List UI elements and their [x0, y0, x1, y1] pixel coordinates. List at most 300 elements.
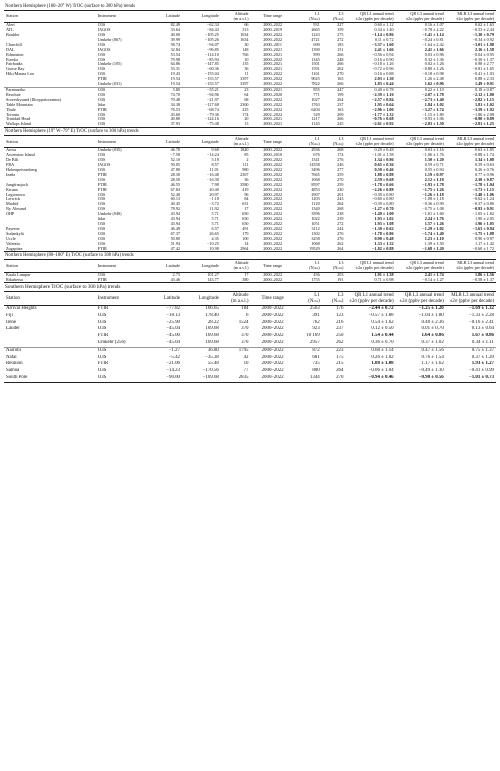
mlr-l3-trend-cell: −1.63 ± 0.94 — [472, 226, 494, 231]
l1-count-cell: 1203 — [311, 197, 320, 202]
time-range-cell: 2000–2022 — [263, 236, 283, 241]
longitude-cell: 26.65 — [209, 231, 219, 236]
l1-count-cell: 771 — [313, 92, 320, 97]
longitude-cell: 5.18 — [211, 158, 219, 163]
time-range-cell: 2000–2021 — [251, 122, 295, 127]
longitude-cell: −147.85 — [204, 62, 219, 67]
mlr-l3-trend-cell: −2.81 ± 1.25 — [446, 122, 496, 127]
l3-count-cell: 209 — [337, 112, 344, 117]
latitude-cell: 76.53 — [170, 107, 180, 112]
time-range-cell: 2000–2022 — [263, 231, 283, 236]
instrument-cell: Umkehr (040) — [97, 212, 122, 217]
mlr-l3-trend-cell: 1.81 ± 1.02 — [474, 102, 494, 107]
latitude-cell: 50.80 — [170, 236, 180, 241]
time-range-cell: 2000–2022 — [261, 361, 284, 367]
l1-count-cell: 735 — [312, 361, 320, 367]
station-cell: DAL — [6, 47, 15, 52]
l1-count-cell: 1340 — [311, 207, 320, 212]
l3-count-cell: 238 — [337, 212, 344, 217]
l1-count-cell: 1120 — [311, 202, 320, 207]
col-l3: L3 (Nobs) — [322, 136, 346, 148]
mlr-l3-trend-cell: −0.81 ± 1.65 — [472, 67, 494, 72]
time-range-cell: 2000–2020 — [263, 92, 283, 97]
longitude-cell: 8.57 — [211, 163, 219, 168]
mlr-l3-trend-cell: 1.34 ± 1.08 — [474, 158, 494, 163]
latitude-cell: −18.13 — [166, 312, 180, 318]
altitude-cell: 3397 — [240, 82, 249, 87]
longitude-cell: −114.10 — [205, 52, 219, 57]
altitude-cell: 20 — [244, 117, 249, 122]
instrument-cell: O3S — [97, 177, 106, 182]
station-cell: Fiji — [6, 312, 13, 318]
instrument-cell: Umkehr (256) — [97, 340, 126, 346]
l3-count-cell: 165 — [337, 77, 344, 82]
qr-l3-trend-cell: 2.41 ± 1.66 — [424, 47, 444, 52]
time-range-cell: 2000–2022 — [251, 247, 295, 252]
time-range-cell: 2000–2022 — [263, 168, 283, 173]
longitude-cell: 55.48 — [207, 361, 219, 367]
l1-count-cell: 690 — [313, 42, 320, 47]
l1-count-cell: 456 — [313, 272, 320, 277]
instrument-cell: IAGOS — [97, 47, 111, 52]
col-mlr-l3: MLR L3 annual trend ±2σ (ppbv per decade) — [446, 292, 496, 306]
qr-l1-trend-cell: 1.95 ± 0.64 — [374, 102, 394, 107]
qr-l1-trend-cell: −2.26 ± 0.88 — [372, 187, 394, 192]
time-range-cell: 2000–2022 — [263, 72, 283, 77]
qr-l3-trend-cell: 2.12 ± 1.18 — [424, 177, 444, 182]
latitude-cell: 64.86 — [170, 62, 180, 67]
qr-l1-trend-cell: 0.90 ± 0.48 — [374, 236, 394, 241]
latitude-cell: −77.82 — [166, 306, 180, 312]
latitude-cell: −45.04 — [166, 326, 180, 332]
time-range-cell: 2000–2022 — [261, 312, 284, 318]
mlr-l3-trend-cell: 1.93 ± 1.27 — [471, 361, 494, 367]
mlr-l3-trend-cell: 0.34 ± 1.11 — [471, 340, 494, 346]
qr-l3-trend-cell: −2.07 ± 1.78 — [422, 92, 444, 97]
l1-count-cell: 1145 — [295, 122, 322, 127]
longitude-cell: −84.43 — [207, 28, 219, 33]
l1-count-cell: 676 — [313, 153, 320, 158]
l1-count-cell: 923 — [312, 326, 320, 332]
qr-l1-trend-cell: 0.16 ± 0.88 — [374, 72, 394, 77]
station-cell: Hohenpeissenberg — [6, 168, 37, 173]
l3-count-cell: 215 — [336, 361, 344, 367]
longitude-cell: 143.77 — [182, 278, 221, 283]
l3-count-cell: 245 — [322, 122, 346, 127]
station-cell: Boulder — [6, 33, 20, 37]
altitude-cell: 370 — [241, 333, 249, 339]
col-altitude: Altitude (m a.s.l.) — [221, 292, 251, 306]
altitude-cell: 419 — [242, 187, 249, 192]
longitude-cell: 101.27 — [207, 272, 219, 277]
qr-l3-trend-cell: 0.59 ± 0.71 — [424, 163, 444, 168]
altitude-cell: 184 — [241, 306, 249, 312]
instrument-cell: O3S — [97, 236, 106, 241]
time-range-cell: 2000–2011 — [263, 42, 282, 47]
col-time-range: Time range — [251, 260, 295, 272]
qr-l1-trend-cell: −2.96 ± 1.00 — [372, 107, 394, 112]
latitude-cell: 39.99 — [170, 37, 180, 42]
qr-l3-trend-cell: −0.14 ± 1.27 — [396, 278, 446, 283]
instrument-cell: O3S — [97, 72, 106, 77]
longitude-cell: 28.22 — [207, 319, 219, 325]
mlr-l3-trend-cell: −0.04 ± 0.95 — [472, 52, 494, 57]
table-row — [4, 375, 496, 382]
l1-count-cell: 1068 — [311, 177, 320, 182]
l3-count-cell: 272 — [337, 222, 344, 226]
longitude-cell: −155.04 — [204, 72, 219, 77]
l3-count-cell: 277 — [337, 168, 344, 173]
col-l3: L3 (Nobs) — [322, 260, 346, 272]
mlr-l3-trend-cell: 0.90 ± 0.97 — [474, 236, 494, 241]
l3-count-cell: 266 — [337, 117, 344, 122]
col-l1: L1 (Nobs) — [295, 11, 322, 23]
longitude-cell: −96.85 — [207, 47, 219, 52]
l3-count-cell: 244 — [337, 226, 344, 231]
instrument-cell: O3S — [97, 222, 106, 226]
mlr-l3-trend-cell: 1.86 ± 1.56 — [474, 272, 494, 277]
l1-count-cell: 1501 — [311, 62, 320, 67]
longitude-cell: −3.72 — [209, 202, 219, 207]
trend-table — [4, 291, 496, 382]
qr-l1-trend-cell: 0.11 ± 0.72 — [374, 37, 394, 42]
time-range-cell: 2000–2022 — [263, 97, 283, 102]
qr-l3-trend-cell: 1.19 ± 0.97 — [424, 172, 444, 177]
table-row — [4, 340, 496, 347]
mlr-l3-trend-cell: −2.82 ± 1.15 — [472, 97, 494, 102]
qr-l3-trend-cell: −0.18 ± 0.98 — [422, 72, 444, 77]
qr-l3-trend-cell: 0.47 ± 1.56 — [396, 347, 446, 354]
station-cell: Nairobi — [4, 347, 96, 354]
l3-count-cell: 266 — [337, 82, 344, 87]
latitude-cell: 40.45 — [170, 202, 180, 207]
longitude-cell: −75.48 — [182, 122, 221, 127]
instrument-cell: lidar — [97, 102, 106, 107]
station-cell: Ny Ålesund — [6, 207, 27, 212]
col-qr-l3: QR L3 annual trend ±2σ (ppbv per decade) — [396, 260, 446, 272]
qr-l3-trend-cell: 0.37 ± 1.02 — [421, 340, 444, 346]
l3-count-cell: 276 — [337, 231, 344, 236]
time-range-cell: 2000–2022 — [263, 22, 283, 28]
instrument-cell: lidar — [97, 217, 106, 222]
l3-count-cell: 199 — [337, 92, 344, 97]
instrument-cell: FTIR — [97, 333, 109, 339]
instrument-cell: Umkehr (105) — [97, 62, 122, 67]
qr-l3-trend-cell: 1.17 ± 1.62 — [421, 361, 444, 367]
station-cell: Wallops Island — [4, 122, 96, 127]
station-cell: Table Mountain — [6, 102, 33, 107]
longitude-cell: −105.25 — [204, 33, 219, 37]
latitude-cell: 46.78 — [170, 147, 180, 153]
mlr-l3-trend-cell: −1.40 ± 1.06 — [472, 192, 494, 197]
time-range-cell: 2000–2021 — [263, 67, 283, 72]
time-range-cell: 2000–2021 — [263, 52, 283, 57]
latitude-cell: −1.27 — [147, 347, 182, 354]
latitude-cell: 74.70 — [170, 92, 180, 97]
qr-l3-trend-cell: −1.41 ± 1.14 — [422, 33, 444, 37]
qr-l3-trend-cell: −0.93 ± 1.06 — [422, 117, 444, 122]
qr-l1-trend-cell: 0.36 ± 0.70 — [371, 340, 394, 346]
station-cell: Legionowo — [6, 192, 26, 197]
station-cell: Goose Bay — [6, 67, 25, 72]
mlr-l3-trend-cell: −1.33 ± 2.28 — [468, 312, 494, 318]
station-cell: Thule — [6, 107, 16, 112]
time-range-cell: 2000–2022 — [263, 207, 283, 212]
longitude-cell: −14.24 — [207, 153, 219, 158]
qr-l1-trend-cell: −1.82 ± 0.88 — [345, 247, 395, 252]
col-qr-l1: QR L1 annual trend ±2σ (ppbv per decade) — [345, 11, 395, 23]
l3-count-cell: 270 — [337, 72, 344, 77]
latitude-cell: 47.80 — [170, 168, 180, 173]
l1-count-cell: 681 — [312, 354, 320, 360]
instrument-cell: FTIR — [97, 182, 107, 187]
latitude-cell: −5.42 — [168, 354, 180, 360]
section-title: Southern Hemisphere TrOC (surface to 300 hPa) trends — [5, 284, 121, 291]
altitude-cell: 100 — [242, 236, 249, 241]
l1-count-cell: 872 — [295, 347, 322, 354]
col-l3: L3 (Nobs) — [322, 292, 346, 306]
instrument-cell: O3S — [97, 326, 107, 332]
latitude-cell: 40.00 — [170, 33, 180, 37]
altitude-cell: 2835 — [221, 375, 251, 382]
time-range-cell: 2000–2022 — [263, 107, 283, 112]
l3-count-cell: 264 — [322, 247, 346, 252]
mlr-l3-trend-cell: −0.58 ± 1.37 — [446, 278, 496, 283]
latitude-cell: 5.80 — [147, 87, 182, 92]
latitude-cell: 46.49 — [170, 226, 180, 231]
station-cell: Hilo/Mauna Loa — [6, 72, 34, 77]
station-cell: Resolute — [6, 92, 21, 97]
l1-count-cell: 3596 — [311, 212, 320, 217]
instrument-cell: O3S — [97, 67, 106, 72]
altitude-cell: 2300 — [240, 102, 249, 107]
instrument-cell: O3S — [97, 117, 106, 122]
qr-l1-trend-cell: 0.12 ± 0.50 — [371, 326, 394, 332]
time-range-cell: 2000–2022 — [261, 326, 284, 332]
time-range-cell: 2000–2022 — [263, 226, 283, 231]
time-range-cell: 2000–2010 — [263, 153, 283, 158]
l1-count-cell: 2957 — [309, 340, 320, 346]
l1-count-cell: 800 — [312, 368, 320, 374]
l1-count-cell: 14358 — [309, 163, 320, 168]
l3-count-cell: 259 — [337, 172, 344, 177]
time-range-cell: 2000–2022 — [261, 306, 284, 312]
station-cell: Lauder — [6, 326, 20, 332]
latitude-cell: 47.42 — [147, 247, 182, 252]
qr-l3-trend-cell: −2.83 ± 1.50 — [396, 122, 446, 127]
l1-count-cell: 8597 — [311, 182, 320, 187]
qr-l3-trend-cell: −3.27 ± 1.74 — [422, 107, 444, 112]
qr-l3-trend-cell: −1.29 ± 1.02 — [422, 226, 444, 231]
altitude-cell: 980 — [242, 168, 249, 173]
time-range-cell: 2000–2022 — [263, 202, 283, 207]
mlr-l3-trend-cell: −0.93 ± 0.91 — [472, 207, 494, 212]
l1-count-cell: 9025 — [311, 77, 320, 82]
col-longitude: Longitude — [182, 292, 221, 306]
station-cell: South Pole — [4, 375, 96, 382]
time-range-cell: 2000–2022 — [263, 102, 283, 107]
latitude-cell: 46.55 — [170, 182, 180, 187]
longitude-cell: 166.65 — [205, 306, 219, 312]
mlr-l3-trend-cell: 0.62 ± 1.63 — [474, 22, 494, 28]
qr-l1-trend-cell: −1.78 ± 0.66 — [372, 182, 394, 187]
col-time-range: Time range — [251, 11, 295, 23]
l1-count-cell: 1591 — [311, 67, 320, 72]
longitude-cell: −62.34 — [207, 22, 219, 28]
l3-count-cell: 243 — [337, 197, 344, 202]
altitude-cell: 650 — [242, 217, 249, 222]
l1-count-cell: 2907 — [311, 192, 320, 197]
l3-count-cell: 175 — [336, 354, 344, 360]
col-mlr-l3: MLR L3 annual trend ±2σ (ppbv per decade) — [446, 260, 496, 272]
qr-l3-trend-cell: −1.06 ± 1.76 — [422, 153, 444, 158]
table-row — [4, 278, 496, 283]
mlr-l3-trend-cell: −0.90 ± 0.89 — [472, 117, 494, 122]
trend-table — [4, 135, 496, 252]
altitude-cell: 77 — [243, 368, 249, 374]
l3-count-cell: 266 — [337, 62, 344, 67]
mlr-l3-trend-cell: 1.96 ± 1.05 — [474, 222, 494, 226]
latitude-cell: 43.94 — [170, 217, 180, 222]
instrument-cell: O3S — [96, 122, 147, 127]
altitude-cell: 148 — [242, 47, 249, 52]
l3-count-cell: 275 — [337, 33, 344, 37]
longitude-cell: 20.40 — [209, 187, 219, 192]
qr-l1-trend-cell: 1.93 ± 1.02 — [374, 217, 394, 222]
longitude-cell: 36.80 — [182, 347, 221, 354]
altitude-cell: 13 — [221, 122, 251, 127]
station-cell: Irene — [6, 319, 17, 325]
time-range-cell: 2000–2021 — [263, 117, 283, 122]
qr-l1-trend-cell: 1.83 ± 0.44 — [374, 82, 394, 87]
altitude-cell: 1634 — [240, 33, 249, 37]
altitude-cell: 11 — [244, 72, 249, 77]
instrument-cell: IAGOS — [97, 28, 111, 33]
time-range-cell: 2000–2022 — [263, 33, 283, 37]
time-range-cell: 2000–2022 — [263, 217, 283, 222]
instrument-cell: O3S — [97, 354, 107, 360]
mlr-l3-trend-cell: 0.18 ± 0.87 — [446, 87, 496, 92]
mlr-l3-trend-cell: −1.78 ± 1.04 — [472, 182, 494, 187]
table-row — [4, 122, 496, 127]
mlr-l3-trend-cell: −3.01 ± 1.98 — [472, 42, 494, 47]
latitude-cell: 19.54 — [170, 82, 180, 87]
station-cell: Edmonton — [6, 52, 24, 57]
col-instrument: Instrument — [96, 260, 147, 272]
instrument-cell: IAGOS — [97, 163, 111, 168]
l1-count-cell: 1243 — [311, 33, 320, 37]
mlr-l3-trend-cell: −0.34 ± 0.92 — [472, 37, 494, 42]
instrument-cell: O3S — [97, 33, 106, 37]
l3-count-cell: 248 — [337, 57, 344, 62]
latitude-cell: 19.43 — [170, 72, 180, 77]
l1-count-cell: 2563 — [309, 306, 320, 312]
altitude-cell: 179 — [242, 231, 249, 236]
instrument-cell: O3S — [97, 272, 106, 277]
qr-l1-trend-cell: −0.60 ± 0.80 — [372, 197, 394, 202]
col-mlr-l3: MLR L3 annual trend ±2σ (ppbv per decade) — [446, 11, 496, 23]
header-row — [4, 136, 496, 148]
altitude-cell: 650 — [242, 212, 249, 217]
qr-l3-trend-cell: −0.49 ± 1.10 — [418, 368, 444, 374]
time-range-cell: 2000–2022 — [263, 192, 283, 197]
l1-count-cell: 3258 — [311, 236, 320, 241]
time-range-cell: 2000–2022 — [263, 77, 283, 82]
longitude-cell: −170.56 — [202, 368, 219, 374]
altitude-cell: 111 — [242, 163, 249, 168]
station-cell: Eureka — [6, 57, 18, 62]
latitude-cell: 28.30 — [170, 172, 180, 177]
qr-l3-trend-cell: 0.48 ± 2.36 — [421, 319, 444, 325]
station-cell: Zugspitze — [4, 247, 96, 252]
l3-count-cell: 123 — [336, 312, 344, 318]
l1-count-cell: 1027 — [311, 97, 320, 102]
mlr-l3-trend-cell: 0.59 ± 0.63 — [474, 163, 494, 168]
latitude-cell: 53.54 — [170, 52, 180, 57]
table-row — [4, 306, 496, 313]
col-station: Station — [4, 11, 96, 23]
station-cell: Fairbanks — [6, 62, 23, 67]
mlr-l3-trend-cell: −1.05 ± 1.82 — [472, 212, 494, 217]
qr-l1-trend-cell: −1.14 ± 0.86 — [372, 33, 394, 37]
latitude-cell: 67.37 — [170, 231, 180, 236]
time-range-cell: 2000–2022 — [261, 340, 284, 346]
l1-count-cell: 7822 — [311, 82, 320, 87]
qr-l3-trend-cell: −1.04 ± 1.80 — [418, 312, 444, 318]
qr-l1-trend-cell: −0.06 ± 1.04 — [368, 368, 394, 374]
station-cell: ATL — [6, 28, 14, 33]
qr-l3-trend-cell: −0.24 ± 0.81 — [422, 37, 444, 42]
mlr-l3-trend-cell: 0.75 ± 1.37 — [446, 347, 496, 354]
altitude-cell: 3397 — [240, 77, 249, 82]
altitude-cell: 631 — [242, 202, 249, 207]
qr-l3-trend-cell: 1.57 ± 1.26 — [424, 222, 444, 226]
instrument-cell: O3S — [97, 112, 106, 117]
col-time-range: Time range — [251, 136, 295, 148]
l3-count-cell: 239 — [337, 217, 344, 222]
altitude-cell: 84 — [244, 197, 249, 202]
qr-l3-trend-cell: −0.78 ± 2.22 — [422, 28, 444, 33]
station-cell: Madrid — [6, 202, 19, 207]
table-row — [4, 368, 496, 375]
qr-l1-trend-cell: 0.34 ± 1.40 — [374, 28, 394, 33]
l1-count-cell: 899 — [313, 52, 320, 57]
l3-count-cell: 262 — [337, 67, 344, 72]
l3-count-cell: 266 — [337, 52, 344, 57]
altitude-cell: 14 — [244, 241, 249, 246]
table-section — [4, 283, 496, 382]
qr-l1-trend-cell: −1.49 ± 1.00 — [372, 212, 394, 217]
qr-l1-trend-cell: 0.60 ± 1.12 — [374, 22, 394, 28]
altitude-cell: 135 — [242, 62, 249, 67]
latitude-cell: 79.98 — [170, 57, 180, 62]
altitude-cell: 6 — [246, 312, 249, 318]
l3-count-cell: 227 — [337, 22, 344, 28]
col-instrument: Instrument — [96, 292, 147, 306]
l3-count-cell: 268 — [337, 147, 344, 153]
mlr-l3-trend-cell: 0.26 ± 0.76 — [474, 168, 494, 173]
qr-l1-trend-cell: −0.56 ± 0.94 — [372, 52, 394, 57]
instrument-cell: FTIR — [97, 172, 107, 177]
latitude-cell: 43.94 — [170, 222, 180, 226]
longitude-cell: 11.92 — [209, 207, 219, 212]
station-cell: OHP — [6, 212, 15, 217]
latitude-cell: 40.80 — [170, 117, 180, 122]
longitude-cell: −21.97 — [207, 97, 219, 102]
station-cell — [4, 333, 96, 340]
l1-count-cell: 855 — [295, 87, 322, 92]
l3-count-cell: 246 — [337, 163, 344, 168]
